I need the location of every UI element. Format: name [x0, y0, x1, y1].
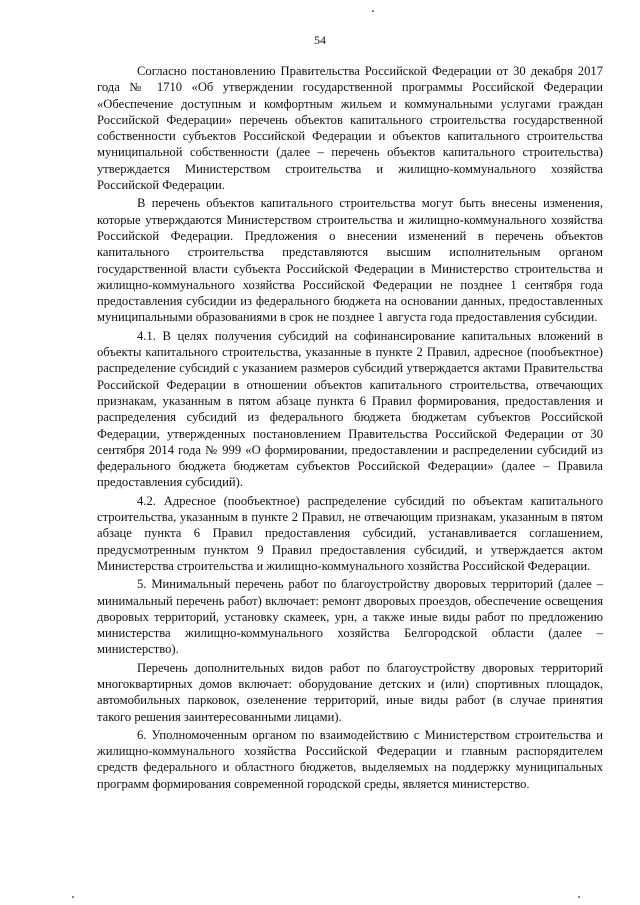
scan-speck: [578, 896, 580, 898]
paragraph-2: В перечень объектов капитального строительства могут быть внесены изменения, которые утверждаются Министерством строительства и жилищно-коммунального хозяйства Российской Федерации. Предложения о внесении изменений в перечень объектов капитального строительства представляются высшим исполнительным органом государственной власти субъекта Российской Федерации в Министерство строительства и жилищно-коммунального хозяйства Российской Федерации не позднее 1 сентября года предоставления субсидии из федерального бюджета на основании данных, предоставленных муниципальными образованиями в срок не позднее 1 августа года предоставления субсидии.: [97, 196, 603, 325]
scan-speck: [72, 896, 74, 898]
page-number: 54: [314, 33, 326, 47]
paragraph-1: Согласно постановлению Правительства Российской Федерации от 30 декабря 2017 года № 1710 «Об утверждении государственной программы Российской Федерации «Обеспечение доступным и комфортным жильем и коммунальными услугами граждан Российской Федерации» перечень объектов капитального строительства государственной собственности субъектов Российской Федерации и объектов капитального строительства муниципальной собственности (далее – перечень объектов капитального строительства) утверждается Министерством строительства и жилищно-коммунального хозяйства Российской Федерации.: [97, 64, 603, 193]
paragraph-3: 4.1. В целях получения субсидий на софинансирование капитальных вложений в объекты капитального строительства, указанные в пункте 2 Правил, адресное (пообъектное) распределение субсидий с указанием размеров субсидий утверждается актами Правительства Российской Федерации в отношении объектов капитального строительства, отвечающих признакам, указанным в пятом абзаце пункта 6 Правил формирования, предоставления и распределения субсидий из федерального бюджета бюджетам субъектов Российской Федерации, утвержденных постановлением Правительства Российской Федерации от 30 сентября 2014 года № 999 «О формировании, предоставлении и распределении субсидий из федерального бюджета бюджетам субъектов Российской Федерации» (далее – Правила предоставления субсидий).: [97, 328, 603, 490]
paragraph-6: Перечень дополнительных видов работ по благоустройству дворовых территорий многоквартирных домов включает: оборудование детских и (или) спортивных площадок, автомобильных парковок, озеленение территорий, иные виды работ (в случае принятия такого решения заинтересованными лицами).: [97, 660, 603, 724]
paragraph-5: 5. Минимальный перечень работ по благоустройству дворовых территорий (далее – минимальный перечень работ) включает: ремонт дворовых проездов, обеспечение освещения дворовых территорий, установку скамеек, урн, а также иные виды работ по предложению министерства жилищно-коммунального хозяйства Белгородской области (далее – министерство).: [97, 577, 603, 657]
scan-speck: [372, 10, 374, 12]
paragraph-4: 4.2. Адресное (пообъектное) распределение субсидий по объектам капитального строительства, указанным в пункте 2 Правил, не отвечающим признакам, указанным в пятом абзаце пункта 6 Правил предоставления субсидий, устанавливается соглашением, предусмотренным пунктом 9 Правил предоставления субсидий, и утверждается актом Министерства строительства и жилищно-коммунального хозяйства Российской Федерации.: [97, 493, 603, 573]
document-body: [97, 63, 603, 794]
paragraph-7: 6. Уполномоченным органом по взаимодействию с Министерством строительства и жилищно-коммунального хозяйства Российской Федерации и главным распорядителем средств федерального и областного бюджетов, выделяемых на поддержку муниципальных программ формирования современной городской среды, является министерство.: [97, 727, 603, 791]
